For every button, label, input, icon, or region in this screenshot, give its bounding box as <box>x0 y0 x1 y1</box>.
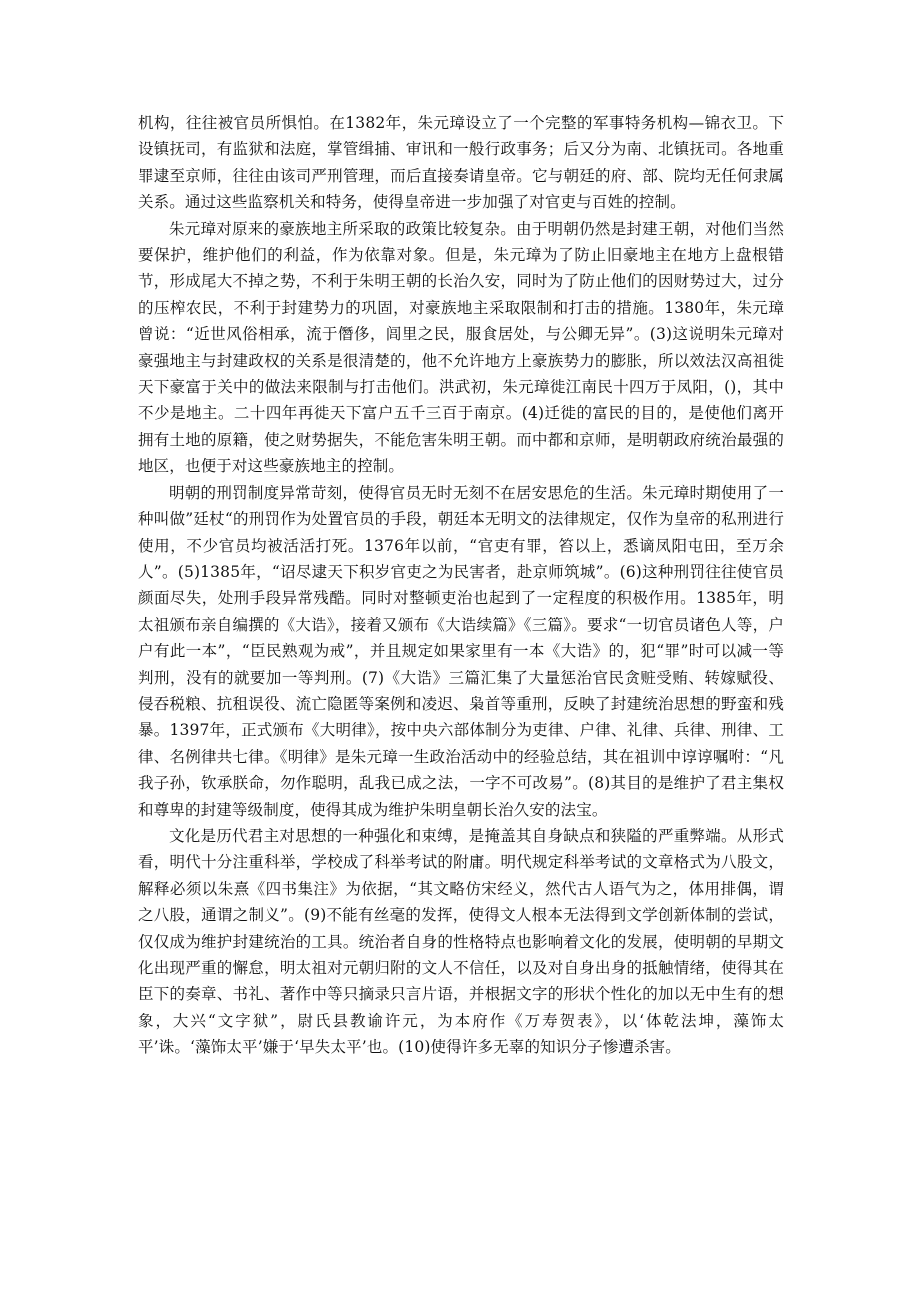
paragraph-culture: 文化是历代君主对思想的一种强化和束缚，是掩盖其自身缺点和狭隘的严重弊端。从形式看，明代十分注重科举，学校成了科举考试的附庸。明代规定科举考试的文章格式为八股文，解释必须以朱熹《四书集注》为依据，“其文略仿宋经义，然代古人语气为之，体用排偶，谓之八股，通谓之制义”。(9)不能有丝毫的发挥，使得文人根本无法得到文学创新体制的尝试，仅仅成为维护封建统治的工具。统治者自身的性格特点也影响着文化的发展，使明朝的早期文化出现严重的懈怠，明太祖对元朝归附的文人不信任，以及对自身出身的抵触情绪，使得其在臣下的奏章、书礼、著作中等只摘录只言片语，并根据文字的形状个性化的加以无中生有的想象，大兴“文字狱”，尉氏县教谕许元，为本府作《万寿贺表》，以‘体乾法坤，藻饰太平’诛。‘藻饰太平’嫌于‘早失太平’也。(10)使得许多无辜的知识分子惨遭杀害。 <box>138 826 784 1057</box>
paragraph-gentry-policy: 朱元璋对原来的豪族地主所采取的政策比较复杂。由于明朝仍然是封建王朝，对他们当然要保护，维护他们的利益，作为依靠对象。但是，朱元璋为了防止旧豪地主在地方上盘根错节，形成尾大不掉之势，不利于朱明王朝的长治久安，同时为了防止他们的因财势过大，过分的压榨农民，不利于封建势力的巩固，对豪族地主采取限制和打击的措施。1380年，朱元璋曾说：“近世风俗相承，流于僭侈，闾里之民，服食居处，与公卿无异”。(3)这说明朱元璋对豪强地主与封建政权的关系是很清楚的，他不允许地方上豪族势力的膨胀，所以效法汉高祖徙天下豪富于关中的做法来限制与打击他们。洪武初，朱元璋徙江南民十四万于凤阳，()，其中不少是地主。二十四年再徙天下富户五千三百于南京。(4)迁徙的富民的目的，是使他们离开拥有土地的原籍，使之财势据失，不能危害朱明王朝。而中都和京师，是明朝政府统治最强的地区，也便于对这些豪族地主的控制。 <box>138 219 784 476</box>
paragraph-surveillance: 机构，往往被官员所惧怕。在1382年，朱元璋设立了一个完整的军事特务机构—锦衣卫。下设镇抚司，有监狱和法庭，掌管缉捕、审讯和一般行政事务；后又分为南、北镇抚司。各地重罪逮至京师，往往由该司严刑管理，而后直接奏请皇帝。它与朝廷的府、部、院均无任何隶属关系。通过这些监察机关和特务，使得皇帝进一步加强了对官吏与百姓的控制。 <box>138 114 784 212</box>
document-page <box>138 110 784 1061</box>
paragraph-penal-system: 明朝的刑罚制度异常苛刻，使得官员无时无刻不在居安思危的生活。朱元璋时期使用了一种叫做”廷杖“的刑罚作为处置官员的手段，朝廷本无明文的法律规定，仅作为皇帝的私刑进行使用，不少官员均被活活打死。1376年以前，“官吏有罪，笞以上，悉谪凤阳屯田，至万余人”。(5)1385年，“诏尽逮天下积岁官吏之为民害者，赴京师筑城”。(6)这种刑罚往往使官员颜面尽失，处刑手段异常残酷。同时对整顿吏治也起到了一定程度的积极作用。1385年，明太祖颁布亲自编撰的《大诰》，接着又颁布《大诰续篇》《三篇》。要求“一切官员诸色人等，户户有此一本”，“臣民熟观为戒”，并且规定如果家里有一本《大诰》的，犯“罪”时可以减一等判刑，没有的就要加一等判刑。(7)《大诰》三篇汇集了大量惩治官民贪赃受贿、转嫁赋役、侵吞税粮、抗租误役、流亡隐匿等案例和凌迟、枭首等重刑，反映了封建统治思想的野蛮和残暴。1397年，正式颁布《大明律》，按中央六部体制分为吏律、户律、礼律、兵律、刑律、工律、名例律共七律。《明律》是朱元璋一生政治活动中的经验总结，其在祖训中谆谆嘱咐：“凡我子孙，钦承朕命，勿作聪明，乱我已成之法，一字不可改易”。(8)其目的是维护了君主集权和尊卑的封建等级制度，使得其成为维护朱明皇朝长治久安的法宝。 <box>138 483 784 819</box>
